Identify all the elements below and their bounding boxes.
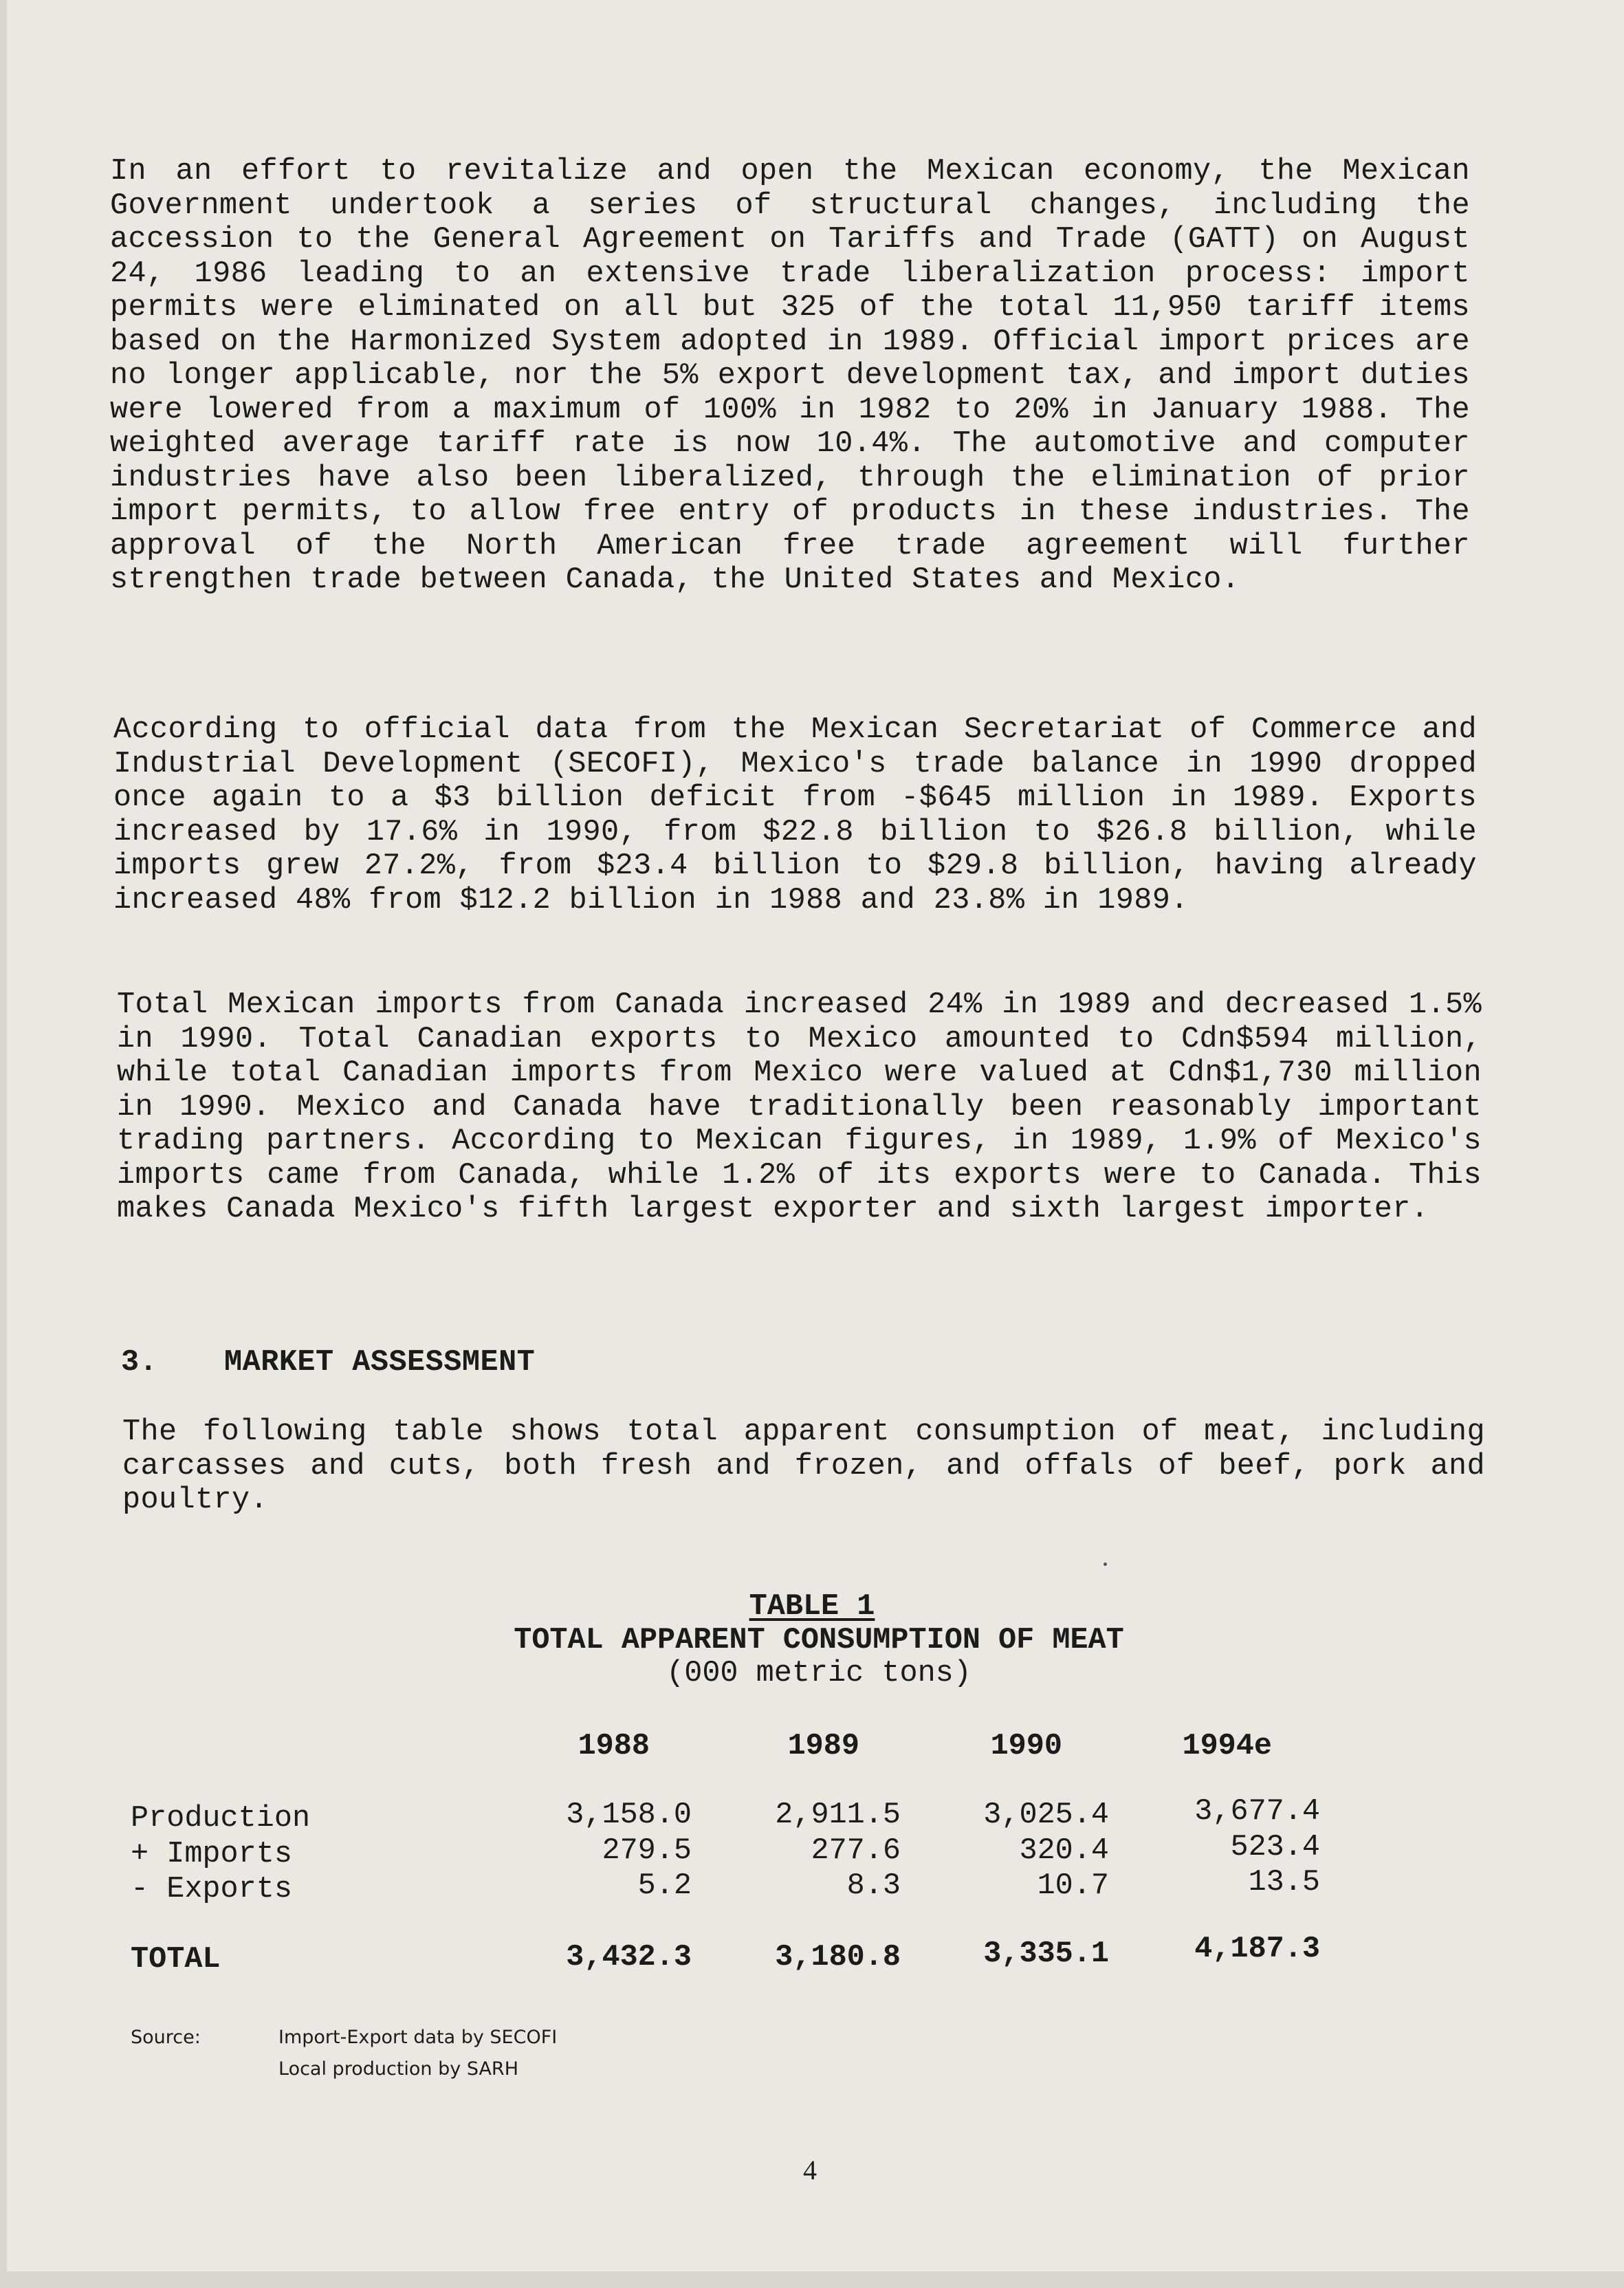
table-title: TOTAL APPARENT CONSUMPTION OF MEAT: [514, 1624, 1124, 1657]
paragraph-trade-liberalization: In an effort to revitalize and open the Mexican economy, the Mexican Government undertook a series of structural changes, including the accession to the General Agreement on Tariffs and Trade (GATT) on August 24, 1986 leading to an extensive trade liberalization process: import permits were eliminated on all but 325 of the total 11,950 tariff items based on the Harmonized System adopted in 1989. Official import prices are no longer applicable, nor the 5% export development tax, and import duties were lowered from a maximum of 100% in 1982 to 20% in January 1988. The weighted average tariff rate is now 10.4%. The automotive and computer industries have also been liberalized, through the elimination of prior import permits, to allow free entry of products in these industries. The approval of the North American free trade agreement will further strengthen trade between Canada, the United States and Mexico.: [110, 155, 1470, 597]
table-cell: 13.5: [1248, 1866, 1320, 1899]
table-column-header: 1994e: [1182, 1730, 1272, 1763]
table-total-cell: 3,432.3: [566, 1941, 692, 1974]
table-units: (000 metric tons): [666, 1657, 972, 1690]
source-label: Source:: [131, 2027, 201, 2048]
table-row-label: + Imports: [131, 1838, 292, 1871]
table-cell: 10.7: [1037, 1869, 1109, 1903]
table-cell: 8.3: [846, 1869, 901, 1903]
paragraph-table-intro: The following table shows total apparent consumption of meat, including carcasses and cuts, both fresh and frozen, and offals of beef, pork and poultry.: [122, 1415, 1485, 1517]
page-binding-edge: [0, 0, 7, 2288]
table-cell: 3,677.4: [1194, 1795, 1320, 1829]
paragraph-canada-mexico-trade: Total Mexican imports from Canada increased 24% in 1989 and decreased 1.5% in 1990. Total Canadian exports to Mexico amounted to Cdn$594 million, while total Canadian imports from Mexico were valued at Cdn$1,730 million in 1990. Mexico and Canada have traditionally been reasonably important trading partners. According to Mexican figures, in 1989, 1.9% of Mexico's imports came from Canada, while 1.2% of its exports were to Canada. This makes Canada Mexico's fifth largest exporter and sixth largest importer.: [117, 988, 1482, 1226]
source-line: Local production by SARH: [278, 2058, 518, 2080]
table-total-cell: 3,335.1: [983, 1937, 1109, 1971]
table-column-header: 1989: [787, 1730, 859, 1763]
table-cell: 5.2: [637, 1869, 692, 1903]
table-cell: 3,025.4: [983, 1798, 1109, 1832]
table-total-cell: 3,180.8: [775, 1941, 901, 1974]
table-cell: 523.4: [1230, 1831, 1320, 1864]
source-line: Import-Export data by SECOFI: [278, 2027, 558, 2048]
table-cell: 2,911.5: [775, 1798, 901, 1832]
table-label-text: TABLE 1: [749, 1590, 875, 1624]
table-cell: 279.5: [602, 1834, 692, 1868]
table-label: [0, 1591, 1624, 1624]
table-cell: 320.4: [1019, 1834, 1109, 1868]
table-column-header: 1990: [990, 1730, 1062, 1763]
table-column-header: 1988: [578, 1730, 650, 1763]
print-speck: [1104, 1562, 1107, 1566]
table-cell: 277.6: [811, 1834, 901, 1868]
section-heading: [121, 1346, 535, 1380]
section-title: MARKET ASSESSMENT: [224, 1346, 536, 1380]
table-row-label: - Exports: [131, 1873, 292, 1906]
section-number: 3.: [121, 1346, 158, 1380]
table-cell: 3,158.0: [566, 1798, 692, 1832]
table-total-label: TOTAL: [131, 1943, 221, 1976]
paragraph-trade-balance: According to official data from the Mexican Secretariat of Commerce and Industrial Development (SECOFI), Mexico's trade balance in 1990 dropped once again to a $3 billion deficit from -$645 million in 1989. Exports increased by 17.6% in 1990, from $22.8 billion to $26.8 billion, while imports grew 27.2%, from $23.4 billion to $29.8 billion, having already increased 48% from $12.2 billion in 1988 and 23.8% in 1989.: [113, 713, 1477, 917]
table-total-cell: 4,187.3: [1194, 1932, 1320, 1966]
table-row-label: Production: [131, 1802, 311, 1835]
page-number: 4: [803, 2155, 817, 2186]
page-bottom-edge: [0, 2271, 1624, 2288]
